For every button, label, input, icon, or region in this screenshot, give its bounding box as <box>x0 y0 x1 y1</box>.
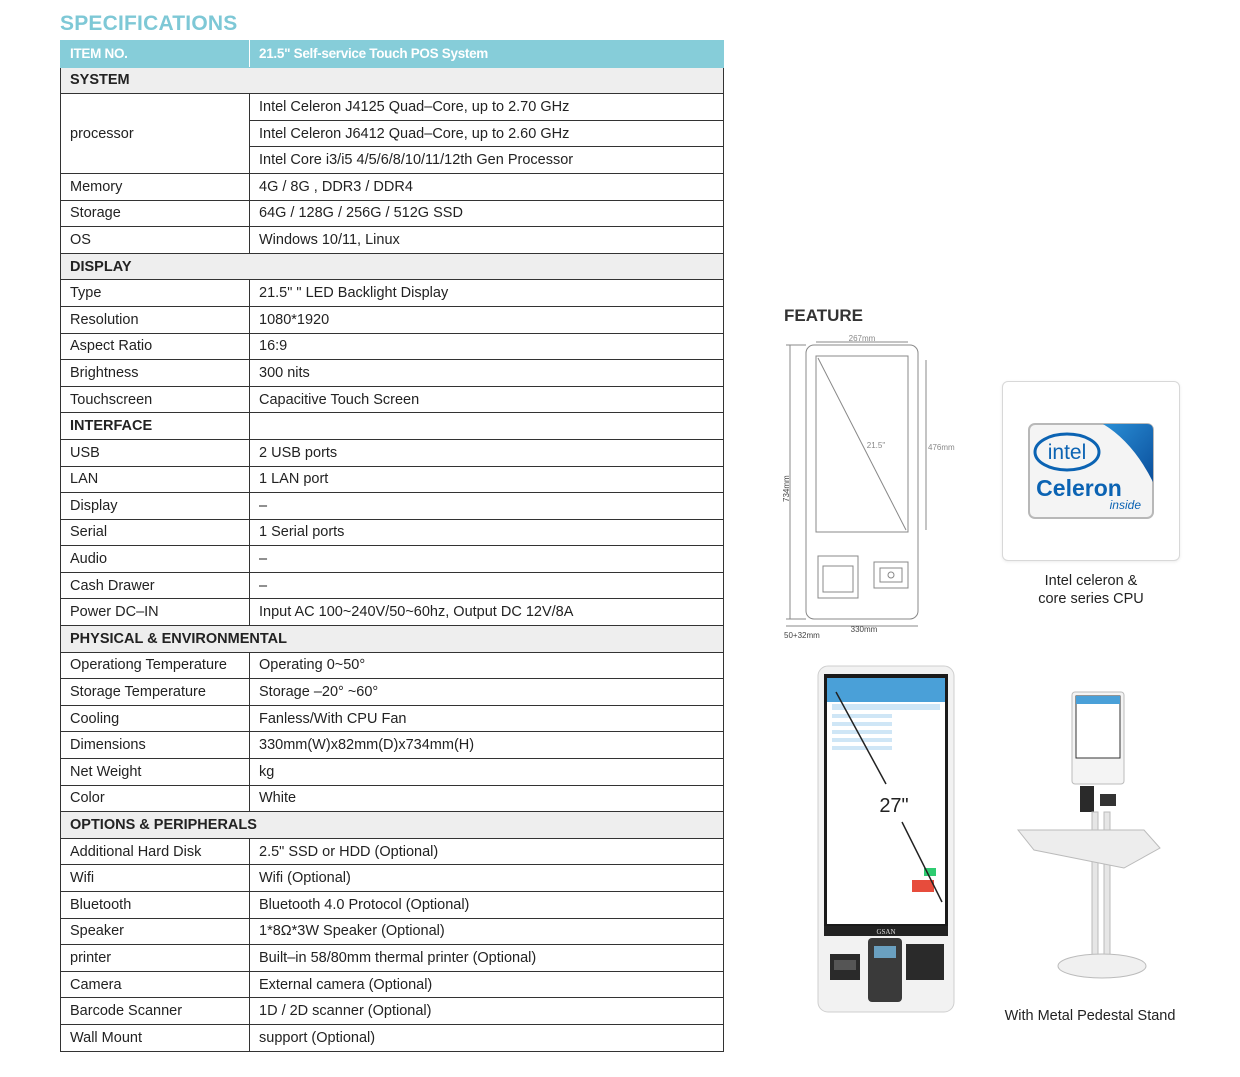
inside-wordmark: inside <box>1109 498 1141 512</box>
intel-celeron-logo <box>1003 382 1179 560</box>
table-row <box>61 945 724 972</box>
row-value: External camera (Optional) <box>250 971 724 998</box>
kiosk-image <box>816 664 956 1016</box>
intel-caption <box>1002 572 1180 608</box>
row-label: Operationg Temperature <box>61 652 250 679</box>
row-value: Fanless/With CPU Fan <box>250 705 724 732</box>
row-value: Intel Celeron J4125 Quad–Core, up to 2.70 GHz <box>250 94 724 121</box>
row-label: Brightness <box>61 360 250 387</box>
row-label: Aspect Ratio <box>61 333 250 360</box>
intel-celeron-card <box>1002 381 1180 561</box>
row-label: Cash Drawer <box>61 572 250 599</box>
row-value: 1 Serial ports <box>250 519 724 546</box>
table-row <box>61 466 724 493</box>
row-value: Bluetooth 4.0 Protocol (Optional) <box>250 892 724 919</box>
row-value: Windows 10/11, Linux <box>250 227 724 254</box>
row-value: 21.5" " LED Backlight Display <box>250 280 724 307</box>
row-value: – <box>250 572 724 599</box>
table-header-row <box>61 41 724 68</box>
row-value: Intel Core i3/i5 4/5/6/8/10/11/12th Gen Processor <box>250 147 724 174</box>
table-row <box>61 333 724 360</box>
row-label: Audio <box>61 546 250 573</box>
bottom-width-label: 330mm <box>850 625 878 634</box>
table-row <box>61 705 724 732</box>
row-label: Camera <box>61 971 250 998</box>
table-row <box>61 572 724 599</box>
kiosk-size-label: 27" <box>879 795 909 817</box>
table-row <box>61 386 724 413</box>
row-label: Cooling <box>61 705 250 732</box>
table-row <box>61 1024 724 1051</box>
row-value: 64G / 128G / 256G / 512G SSD <box>250 200 724 227</box>
table-row <box>61 918 724 945</box>
row-label: Serial <box>61 519 250 546</box>
row-label: OS <box>61 227 250 254</box>
table-row <box>61 493 724 520</box>
table-row <box>61 200 724 227</box>
row-value-empty <box>250 413 724 440</box>
table-row <box>61 173 724 200</box>
row-value: 1D / 2D scanner (Optional) <box>250 998 724 1025</box>
row-label: Touchscreen <box>61 386 250 413</box>
intel-caption-line: core series CPU <box>1038 591 1144 607</box>
row-value: 4G / 8G , DDR3 / DDR4 <box>250 173 724 200</box>
section-interface <box>61 413 724 440</box>
table-row <box>61 838 724 865</box>
row-value: 1 LAN port <box>250 466 724 493</box>
table-row <box>61 94 724 121</box>
table-row <box>61 865 724 892</box>
section-system <box>61 67 724 94</box>
section-display <box>61 253 724 280</box>
row-label: Additional Hard Disk <box>61 838 250 865</box>
table-row <box>61 519 724 546</box>
table-row <box>61 971 724 998</box>
row-label: Wall Mount <box>61 1024 250 1051</box>
row-label: Power DC–IN <box>61 599 250 626</box>
row-label: Wifi <box>61 865 250 892</box>
table-row <box>61 732 724 759</box>
row-label: processor <box>61 94 250 174</box>
row-value: Capacitive Touch Screen <box>250 386 724 413</box>
row-value: 16:9 <box>250 333 724 360</box>
row-label: LAN <box>61 466 250 493</box>
section-physical <box>61 626 724 653</box>
scanner-outline <box>874 562 908 588</box>
row-value: 2.5" SSD or HDD (Optional) <box>250 838 724 865</box>
row-value: 1*8Ω*3W Speaker (Optional) <box>250 918 724 945</box>
table-row <box>61 280 724 307</box>
dimension-diagram <box>776 330 976 646</box>
row-label: USB <box>61 439 250 466</box>
row-label: Dimensions <box>61 732 250 759</box>
row-label: Memory <box>61 173 250 200</box>
row-value: 330mm(W)x82mm(D)x734mm(H) <box>250 732 724 759</box>
stand-caption: With Metal Pedestal Stand <box>1004 1008 1176 1024</box>
row-value: White <box>250 785 724 812</box>
item-no-value: 21.5" Self-service Touch POS System <box>250 41 724 68</box>
row-value: Built–in 58/80mm thermal printer (Optional) <box>250 945 724 972</box>
depth-label: 50+32mm <box>784 631 820 640</box>
screen-height-label: 476mm <box>928 443 955 452</box>
table-row <box>61 546 724 573</box>
intel-wordmark: intel <box>1047 441 1087 464</box>
table-row <box>61 759 724 786</box>
item-no-label: ITEM NO. <box>61 41 250 68</box>
page-title: SPECIFICATIONS <box>60 12 238 35</box>
pedestal-stand-image <box>1014 690 1164 990</box>
row-value: support (Optional) <box>250 1024 724 1051</box>
table-row <box>61 599 724 626</box>
total-height-label: 734mm <box>782 475 791 502</box>
diagonal-line <box>818 358 906 530</box>
kiosk-brand: GSAN <box>876 928 896 936</box>
row-value: – <box>250 546 724 573</box>
section-title: INTERFACE <box>61 413 250 440</box>
row-value: Intel Celeron J6412 Quad–Core, up to 2.60 GHz <box>250 120 724 147</box>
table-row <box>61 785 724 812</box>
row-label: Net Weight <box>61 759 250 786</box>
row-value: Input AC 100~240V/50~60hz, Output DC 12V/8A <box>250 599 724 626</box>
top-width-label: 267mm <box>848 334 876 343</box>
row-label: Type <box>61 280 250 307</box>
row-value: 2 USB ports <box>250 439 724 466</box>
row-label: Bluetooth <box>61 892 250 919</box>
feature-title: FEATURE <box>784 306 864 325</box>
row-label: Barcode Scanner <box>61 998 250 1025</box>
row-label: printer <box>61 945 250 972</box>
row-value: kg <box>250 759 724 786</box>
table-row <box>61 679 724 706</box>
section-options <box>61 812 724 839</box>
row-label: Resolution <box>61 306 250 333</box>
celeron-wordmark: Celeron <box>1036 475 1122 501</box>
intel-caption-line: Intel celeron & <box>1044 573 1138 589</box>
section-title: DISPLAY <box>61 253 724 280</box>
diagonal-label: 21.5" <box>866 441 886 450</box>
section-title: OPTIONS & PERIPHERALS <box>61 812 724 839</box>
section-title: PHYSICAL & ENVIRONMENTAL <box>61 626 724 653</box>
row-label: Color <box>61 785 250 812</box>
table-row <box>61 892 724 919</box>
row-label: Speaker <box>61 918 250 945</box>
row-value: – <box>250 493 724 520</box>
row-label: Storage <box>61 200 250 227</box>
table-row <box>61 652 724 679</box>
table-row <box>61 998 724 1025</box>
row-value: 1080*1920 <box>250 306 724 333</box>
table-row <box>61 360 724 387</box>
spec-table <box>60 40 724 1052</box>
row-label: Storage Temperature <box>61 679 250 706</box>
row-value: 300 nits <box>250 360 724 387</box>
table-row <box>61 227 724 254</box>
row-value: Operating 0~50° <box>250 652 724 679</box>
row-value: Wifi (Optional) <box>250 865 724 892</box>
table-row <box>61 439 724 466</box>
row-label: Display <box>61 493 250 520</box>
row-value: Storage –20° ~60° <box>250 679 724 706</box>
section-title: SYSTEM <box>61 67 724 94</box>
table-row <box>61 306 724 333</box>
